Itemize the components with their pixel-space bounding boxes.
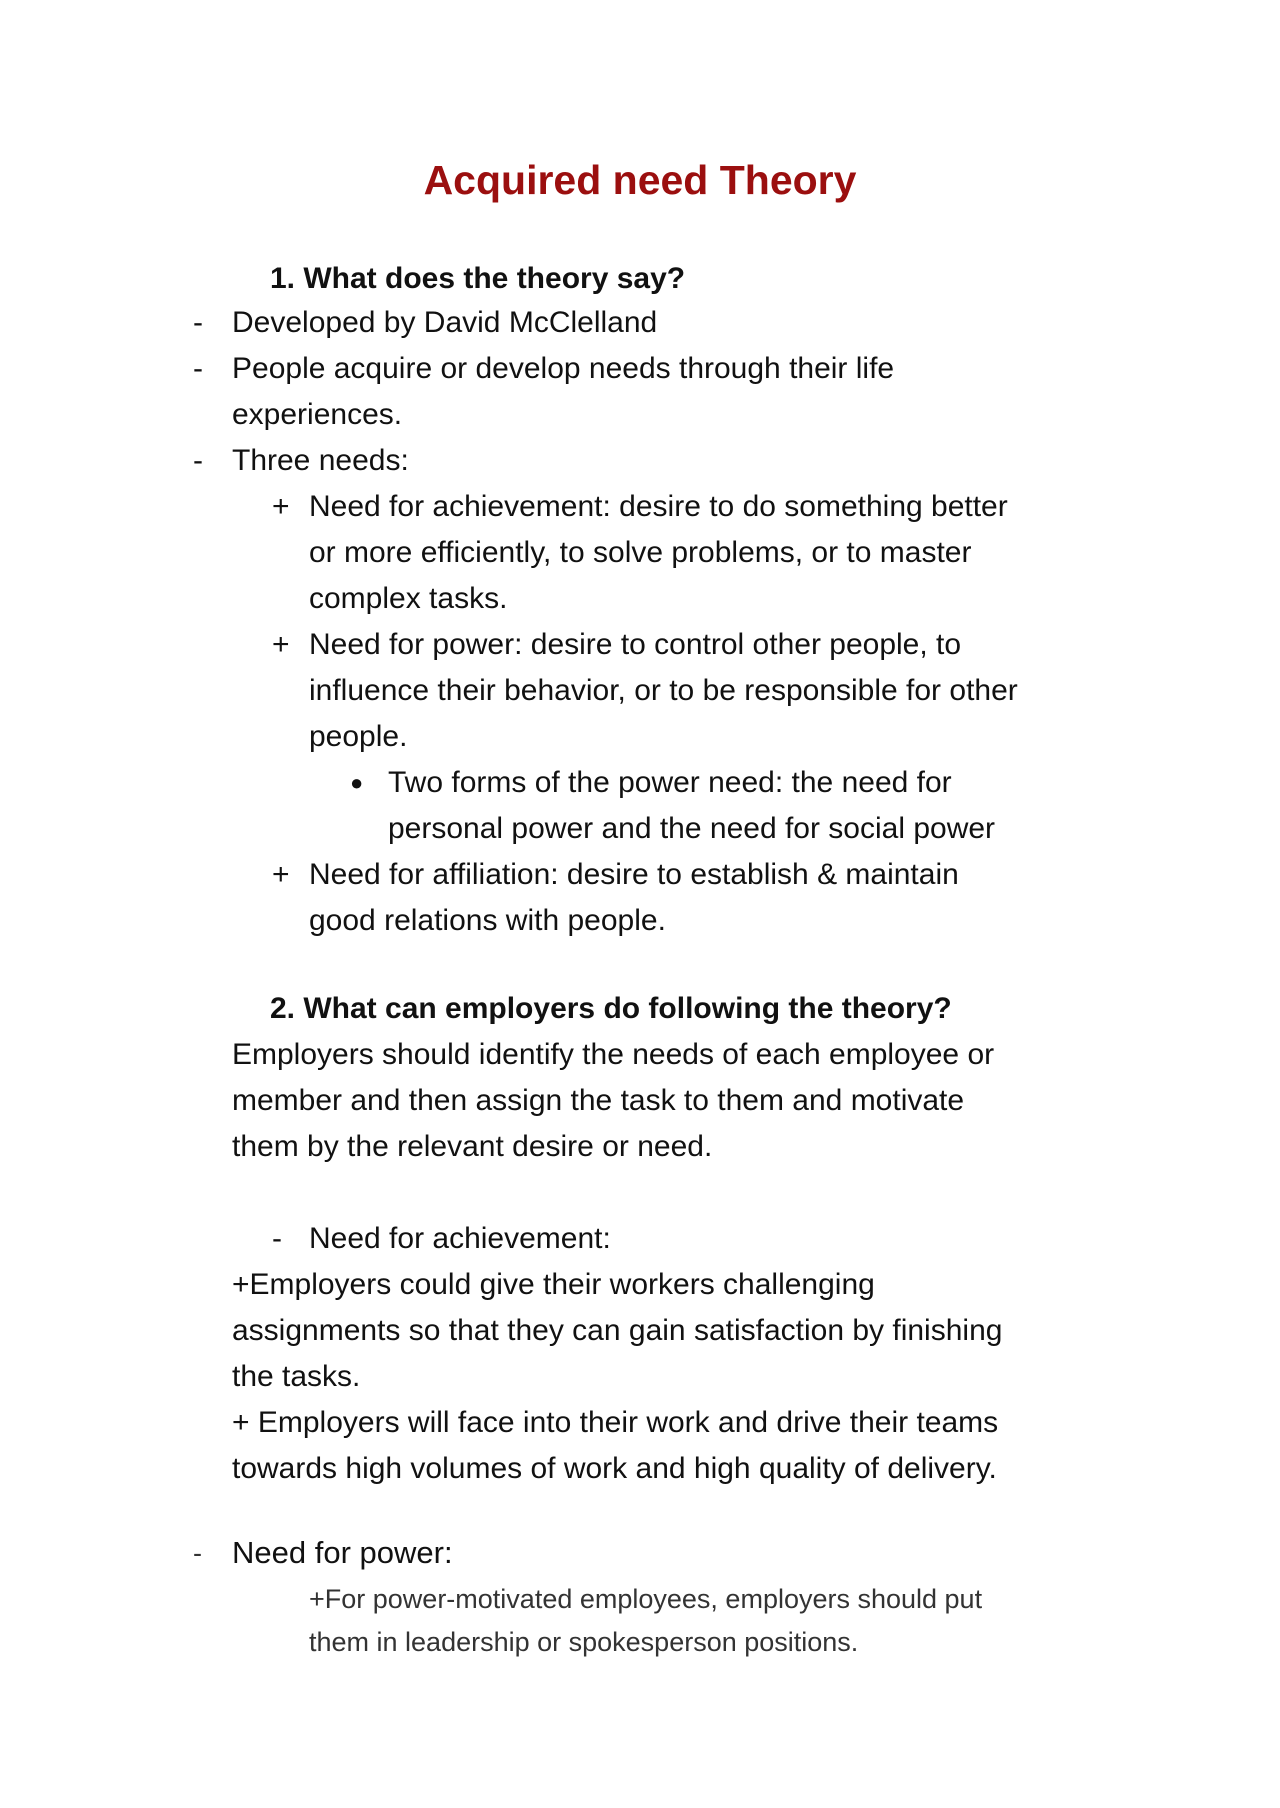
power-forms-item: Two forms of the power need: the need for personal power and the need for social power <box>388 766 996 845</box>
section-2-heading: 2. What can employers do following the theory? <box>270 992 952 1025</box>
power-point-1: +For power-motivated employees, employers should put them in leadership or spokesperson positions. <box>309 1584 983 1657</box>
plus-marker: + <box>272 858 290 891</box>
dash-marker: - <box>272 1222 282 1255</box>
need-affiliation-item: Need for affiliation: desire to establish & maintain good relations with people. <box>309 858 959 937</box>
page-title: Acquired need Theory <box>423 157 857 203</box>
need-power-item: Need for power: desire to control other people, to influence their behavior, or to be responsible for other people. <box>309 628 1018 753</box>
dash-marker: - <box>193 444 203 477</box>
achievement-point-2: + Employers will face into their work and drive their teams towards high volumes of work and high quality of delivery. <box>232 1406 999 1485</box>
achievement-point-1: +Employers could give their workers challenging assignments so that they can gain satisfaction by finishing the tasks. <box>232 1268 1003 1393</box>
dash-marker: - <box>193 352 203 385</box>
dash-marker: - <box>193 306 203 339</box>
list-item-developer: Developed by David McClelland <box>232 306 658 339</box>
bullet-marker: ● <box>350 770 364 795</box>
list-item-three-needs: Three needs: <box>232 444 409 477</box>
achievement-label: Need for achievement: <box>309 1222 611 1255</box>
plus-marker: + <box>272 490 290 523</box>
dash-marker: - <box>193 1538 202 1568</box>
section-2-intro: Employers should identify the needs of each employee or member and then assign the task to them and motivate them by the relevant desire or need. <box>232 1038 995 1163</box>
need-achievement-item: Need for achievement: desire to do something better or more efficiently, to solve problems, or to master complex tasks. <box>309 490 1008 615</box>
plus-marker: + <box>272 628 290 661</box>
list-item-acquire-needs: People acquire or develop needs through their life experiences. <box>232 352 895 431</box>
power-label: Need for power: <box>232 1535 453 1570</box>
section-1-heading: 1. What does the theory say? <box>270 262 686 295</box>
